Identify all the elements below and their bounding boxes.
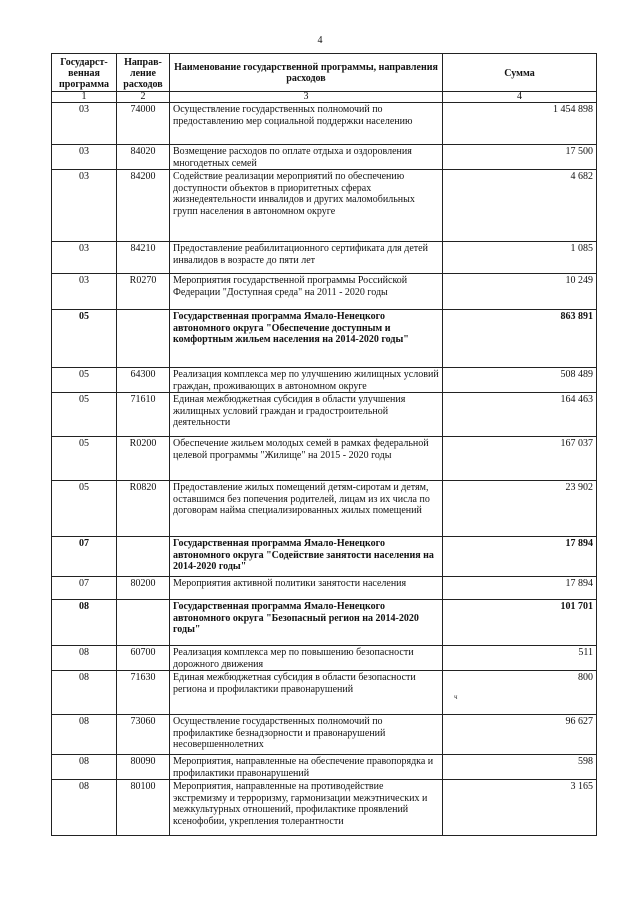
header-direction: Направ-ление расходов (117, 54, 170, 92)
row-name: Реализация комплекса мер по улучшению жилищных условий граждан, проживающих в автономном округе (170, 368, 443, 393)
program-code: 08 (52, 715, 117, 755)
row-amount: 800 (443, 671, 597, 715)
row-amount: 4 682 (443, 170, 597, 242)
row-name: Содействие реализации мероприятий по обеспечению доступности объектов в приоритетных сферах жизнедеятельности инвалидов и других маломобильных групп населения в автономном округе (170, 170, 443, 242)
direction-code: 80100 (117, 780, 170, 836)
program-code: 08 (52, 755, 117, 780)
row-amount: 17 500 (443, 145, 597, 170)
header-name: Наименование государственной программы, направления расходов (170, 54, 443, 92)
expense-row (52, 577, 597, 600)
row-name: Мероприятия активной политики занятости населения (170, 577, 443, 600)
expense-row (52, 437, 597, 481)
row-amount: 17 894 (443, 537, 597, 577)
row-name: Государственная программа Ямало-Ненецкого автономного округа "Безопасный регион на 2014-2020 годы" (170, 600, 443, 646)
direction-code: 74000 (117, 103, 170, 145)
row-name: Мероприятия, направленные на обеспечение правопорядка и профилактики правонарушений (170, 755, 443, 780)
expense-row (52, 481, 597, 537)
column-number: 2 (117, 92, 170, 103)
program-code: 05 (52, 393, 117, 437)
direction-code: 73060 (117, 715, 170, 755)
direction-code: 84020 (117, 145, 170, 170)
program-row (52, 600, 597, 646)
budget-table (51, 53, 597, 836)
expense-row (52, 368, 597, 393)
header-program: Государст-венная программа (52, 54, 117, 92)
direction-code: 84210 (117, 242, 170, 274)
row-name: Мероприятия, направленные на противодействие экстремизму и терроризму, гармонизации межэтнических и межкультурных отношений, профилактике проявлений ксенофобии, укрепления толерантности (170, 780, 443, 836)
direction-code: 80090 (117, 755, 170, 780)
expense-row (52, 715, 597, 755)
column-number: 4 (443, 92, 597, 103)
expense-row (52, 393, 597, 437)
row-name: Единая межбюджетная субсидия в области улучшения жилищных условий граждан и градостроительной деятельности (170, 393, 443, 437)
direction-code (117, 537, 170, 577)
row-name: Мероприятия государственной программы Российской Федерации "Доступная среда" на 2011 - 2020 годы (170, 274, 443, 310)
expense-row (52, 145, 597, 170)
row-amount: 23 902 (443, 481, 597, 537)
direction-code: 64300 (117, 368, 170, 393)
expense-row (52, 646, 597, 671)
direction-code: R0200 (117, 437, 170, 481)
expense-row (52, 671, 597, 715)
program-code: 03 (52, 274, 117, 310)
column-number: 1 (52, 92, 117, 103)
program-code: 07 (52, 537, 117, 577)
program-code: 07 (52, 577, 117, 600)
direction-code: 80200 (117, 577, 170, 600)
row-name: Возмещение расходов по оплате отдыха и оздоровления многодетных семей (170, 145, 443, 170)
header-amount: Сумма (443, 54, 597, 92)
program-code: 03 (52, 145, 117, 170)
row-amount: 1 085 (443, 242, 597, 274)
column-number-row (52, 92, 597, 103)
stray-mark: ч (454, 693, 458, 701)
expense-row (52, 274, 597, 310)
row-amount: 101 701 (443, 600, 597, 646)
row-amount: 17 894 (443, 577, 597, 600)
row-amount: 598 (443, 755, 597, 780)
row-amount: 3 165 (443, 780, 597, 836)
program-code: 08 (52, 671, 117, 715)
expense-row (52, 242, 597, 274)
row-amount: 96 627 (443, 715, 597, 755)
row-amount: 164 463 (443, 393, 597, 437)
row-amount: 511 (443, 646, 597, 671)
row-amount: 1 454 898 (443, 103, 597, 145)
program-code: 05 (52, 368, 117, 393)
expense-row (52, 755, 597, 780)
row-name: Осуществление государственных полномочий по профилактике безнадзорности и правонарушений несовершеннолетних (170, 715, 443, 755)
row-name: Реализация комплекса мер по повышению безопасности дорожного движения (170, 646, 443, 671)
row-name: Предоставление жилых помещений детям-сиротам и детям, оставшимся без попечения родителей, лицам из их числа по договорам найма специализированных жилых помещений (170, 481, 443, 537)
program-code: 05 (52, 310, 117, 368)
program-code: 03 (52, 242, 117, 274)
direction-code (117, 600, 170, 646)
program-code: 03 (52, 103, 117, 145)
row-name: Обеспечение жильем молодых семей в рамках федеральной целевой программы "Жилище" на 2015 - 2020 годы (170, 437, 443, 481)
direction-code: 84200 (117, 170, 170, 242)
expense-row (52, 103, 597, 145)
row-name: Осуществление государственных полномочий по предоставлению мер социальной поддержки населению (170, 103, 443, 145)
program-code: 05 (52, 437, 117, 481)
direction-code: 71630 (117, 671, 170, 715)
row-amount: 863 891 (443, 310, 597, 368)
row-amount: 167 037 (443, 437, 597, 481)
expense-row (52, 170, 597, 242)
header-row (52, 54, 597, 92)
row-name: Предоставление реабилитационного сертификата для детей инвалидов в возрасте до пяти лет (170, 242, 443, 274)
program-row (52, 310, 597, 368)
direction-code: 71610 (117, 393, 170, 437)
row-amount: 508 489 (443, 368, 597, 393)
program-code: 08 (52, 646, 117, 671)
page-number: 4 (317, 35, 323, 46)
column-number: 3 (170, 92, 443, 103)
program-code: 08 (52, 780, 117, 836)
direction-code: R0820 (117, 481, 170, 537)
row-name: Государственная программа Ямало-Ненецкого автономного округа "Обеспечение доступным и комфортным жильем населения на 2014-2020 годы" (170, 310, 443, 368)
direction-code (117, 310, 170, 368)
program-row (52, 537, 597, 577)
expense-row (52, 780, 597, 836)
direction-code: R0270 (117, 274, 170, 310)
program-code: 03 (52, 170, 117, 242)
row-name: Единая межбюджетная субсидия в области безопасности региона и профилактики правонарушений (170, 671, 443, 715)
direction-code: 60700 (117, 646, 170, 671)
row-amount: 10 249 (443, 274, 597, 310)
program-code: 05 (52, 481, 117, 537)
program-code: 08 (52, 600, 117, 646)
row-name: Государственная программа Ямало-Ненецкого автономного округа "Содействие занятости населения на 2014-2020 годы" (170, 537, 443, 577)
